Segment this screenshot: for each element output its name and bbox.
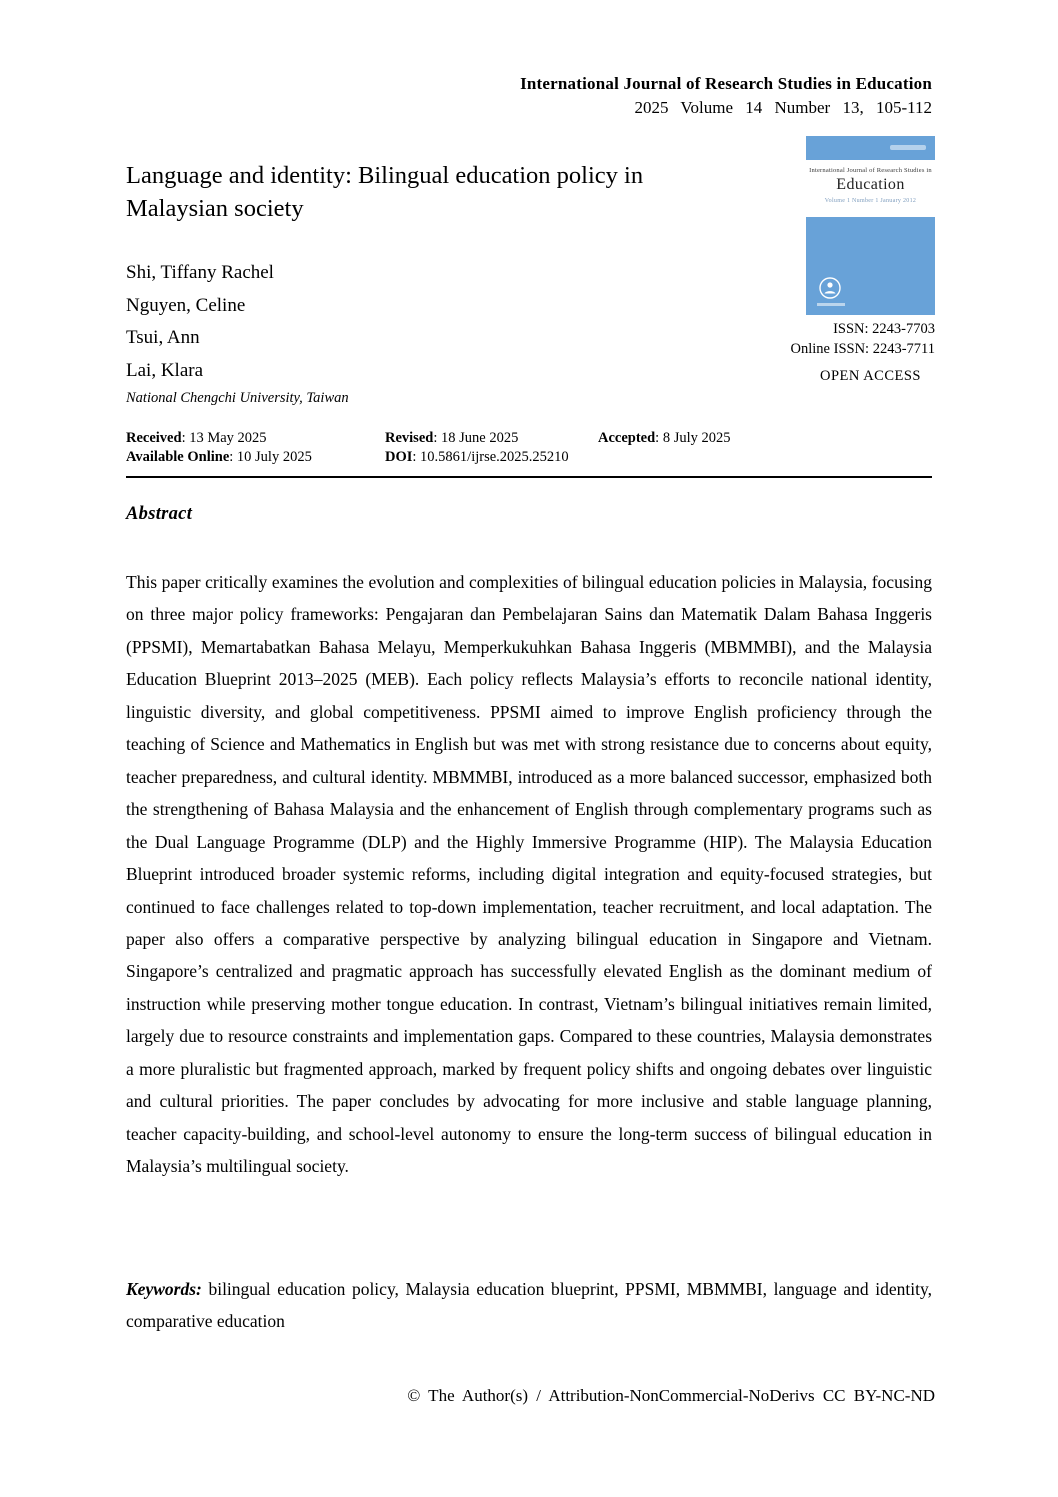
keywords-text: bilingual education policy, Malaysia education blueprint, PPSMI, MBMMBI, language and identity, comparative education — [126, 1279, 932, 1332]
journal-cover-thumbnail — [806, 136, 935, 315]
cover-top-band — [806, 136, 935, 160]
meta-revised: Revised: 18 June 2025 — [385, 430, 519, 446]
author-name: Lai, Klara — [126, 359, 204, 381]
article-meta-grid — [126, 429, 932, 467]
abstract-heading: Abstract — [126, 504, 193, 524]
issn: ISSN: 2243-7703 — [833, 321, 935, 337]
cover-masthead — [806, 160, 935, 217]
article-meta — [126, 429, 932, 478]
copyright-line: © The Author(s) / Attribution-NonCommercial-NoDerivs CC BY-NC-ND — [407, 1386, 935, 1405]
author-affiliation: National Chengchi University, Taiwan — [126, 390, 349, 406]
author-name: Shi, Tiffany Rachel — [126, 262, 274, 283]
cover-masthead-small: International Journal of Research Studies in — [809, 167, 932, 174]
publisher-emblem-caption — [817, 303, 845, 306]
cover-body — [806, 217, 935, 315]
meta-received: Received: 13 May 2025 — [126, 430, 267, 446]
cover-masthead-title: Education — [836, 176, 905, 193]
author-list — [126, 257, 349, 407]
journal-issue-line: 2025 Volume 14 Number 13, 105-112 — [634, 98, 932, 117]
meta-accepted: Accepted: 8 July 2025 — [598, 430, 731, 446]
meta-doi: DOI: 10.5861/ijrse.2025.25210 — [385, 449, 569, 465]
article-title: Language and identity: Bilingual education policy in Malaysian society — [126, 162, 644, 222]
journal-header — [520, 74, 932, 118]
open-access-label: OPEN ACCESS — [820, 368, 921, 384]
issn-block — [791, 319, 935, 359]
keywords-label: Keywords: — [126, 1279, 202, 1299]
journal-name: International Journal of Research Studies in Education — [520, 74, 932, 93]
cover-masthead-issue: Volume 1 Number 1 January 2012 — [824, 198, 917, 204]
author-name: Tsui, Ann — [126, 327, 200, 348]
keywords-block — [126, 1273, 932, 1338]
online-issn: Online ISSN: 2243-7711 — [790, 341, 935, 357]
author-name: Nguyen, Celine — [126, 294, 246, 316]
abstract-text: This paper critically examines the evolution and complexities of bilingual education policies in Malaysia, focusing on three major policy frameworks: Pengajaran dan Pembelajaran Sains dan Matematik Dalam Bahasa Inggeris (PPSMI), Memartabatkan Bahasa Melayu, Memperkukuhkan Bahasa Inggeris (MBMMBI), and the Malaysia Education Blueprint 2013–2025 (MEB). Each policy reflects Malaysia’s efforts to reconcile national identity, linguistic diversity, and global competitiveness. PPSMI aimed to improve English proficiency through the teaching of Science and Mathematics in English but was met with strong resistance due to concerns about equity, teacher preparedness, and cultural identity. MBMMBI, introduced as a more balanced successor, emphasized both the strengthening of Bahasa Malaysia and the enhancement of English through complementary programs such as the Dual Language Programme (DLP) and the Highly Immersive Programme (HIP). The Malaysia Education Blueprint introduced broader systemic reforms, including digital integration and equity-focused strategies, but continued to face challenges related to top-down implementation, teacher recruitment, and local adaptation. The paper also offers a comparative perspective by analyzing bilingual education in Singapore and Vietnam. Singapore’s centralized and pragmatic approach has successfully elevated English as the dominant medium of instruction while preserving mother tongue education. In contrast, Vietnam’s bilingual initiatives remain limited, largely due to resource constraints and implementation gaps. Compared to these countries, Malaysia demonstrates a more pluralistic but fragmented approach, marked by frequent policy shifts and ongoing debates over linguistic and cultural priorities. The paper concludes by advocating for more inclusive and stable language planning, teacher capacity-building, and school-level autonomy to ensure the long-term success of bilingual education in Malaysia’s multilingual society. — [126, 572, 932, 1177]
publisher-emblem-icon — [819, 277, 841, 299]
cover-topband-text — [890, 145, 926, 150]
meta-available-online: Available Online: 10 July 2025 — [126, 449, 312, 465]
